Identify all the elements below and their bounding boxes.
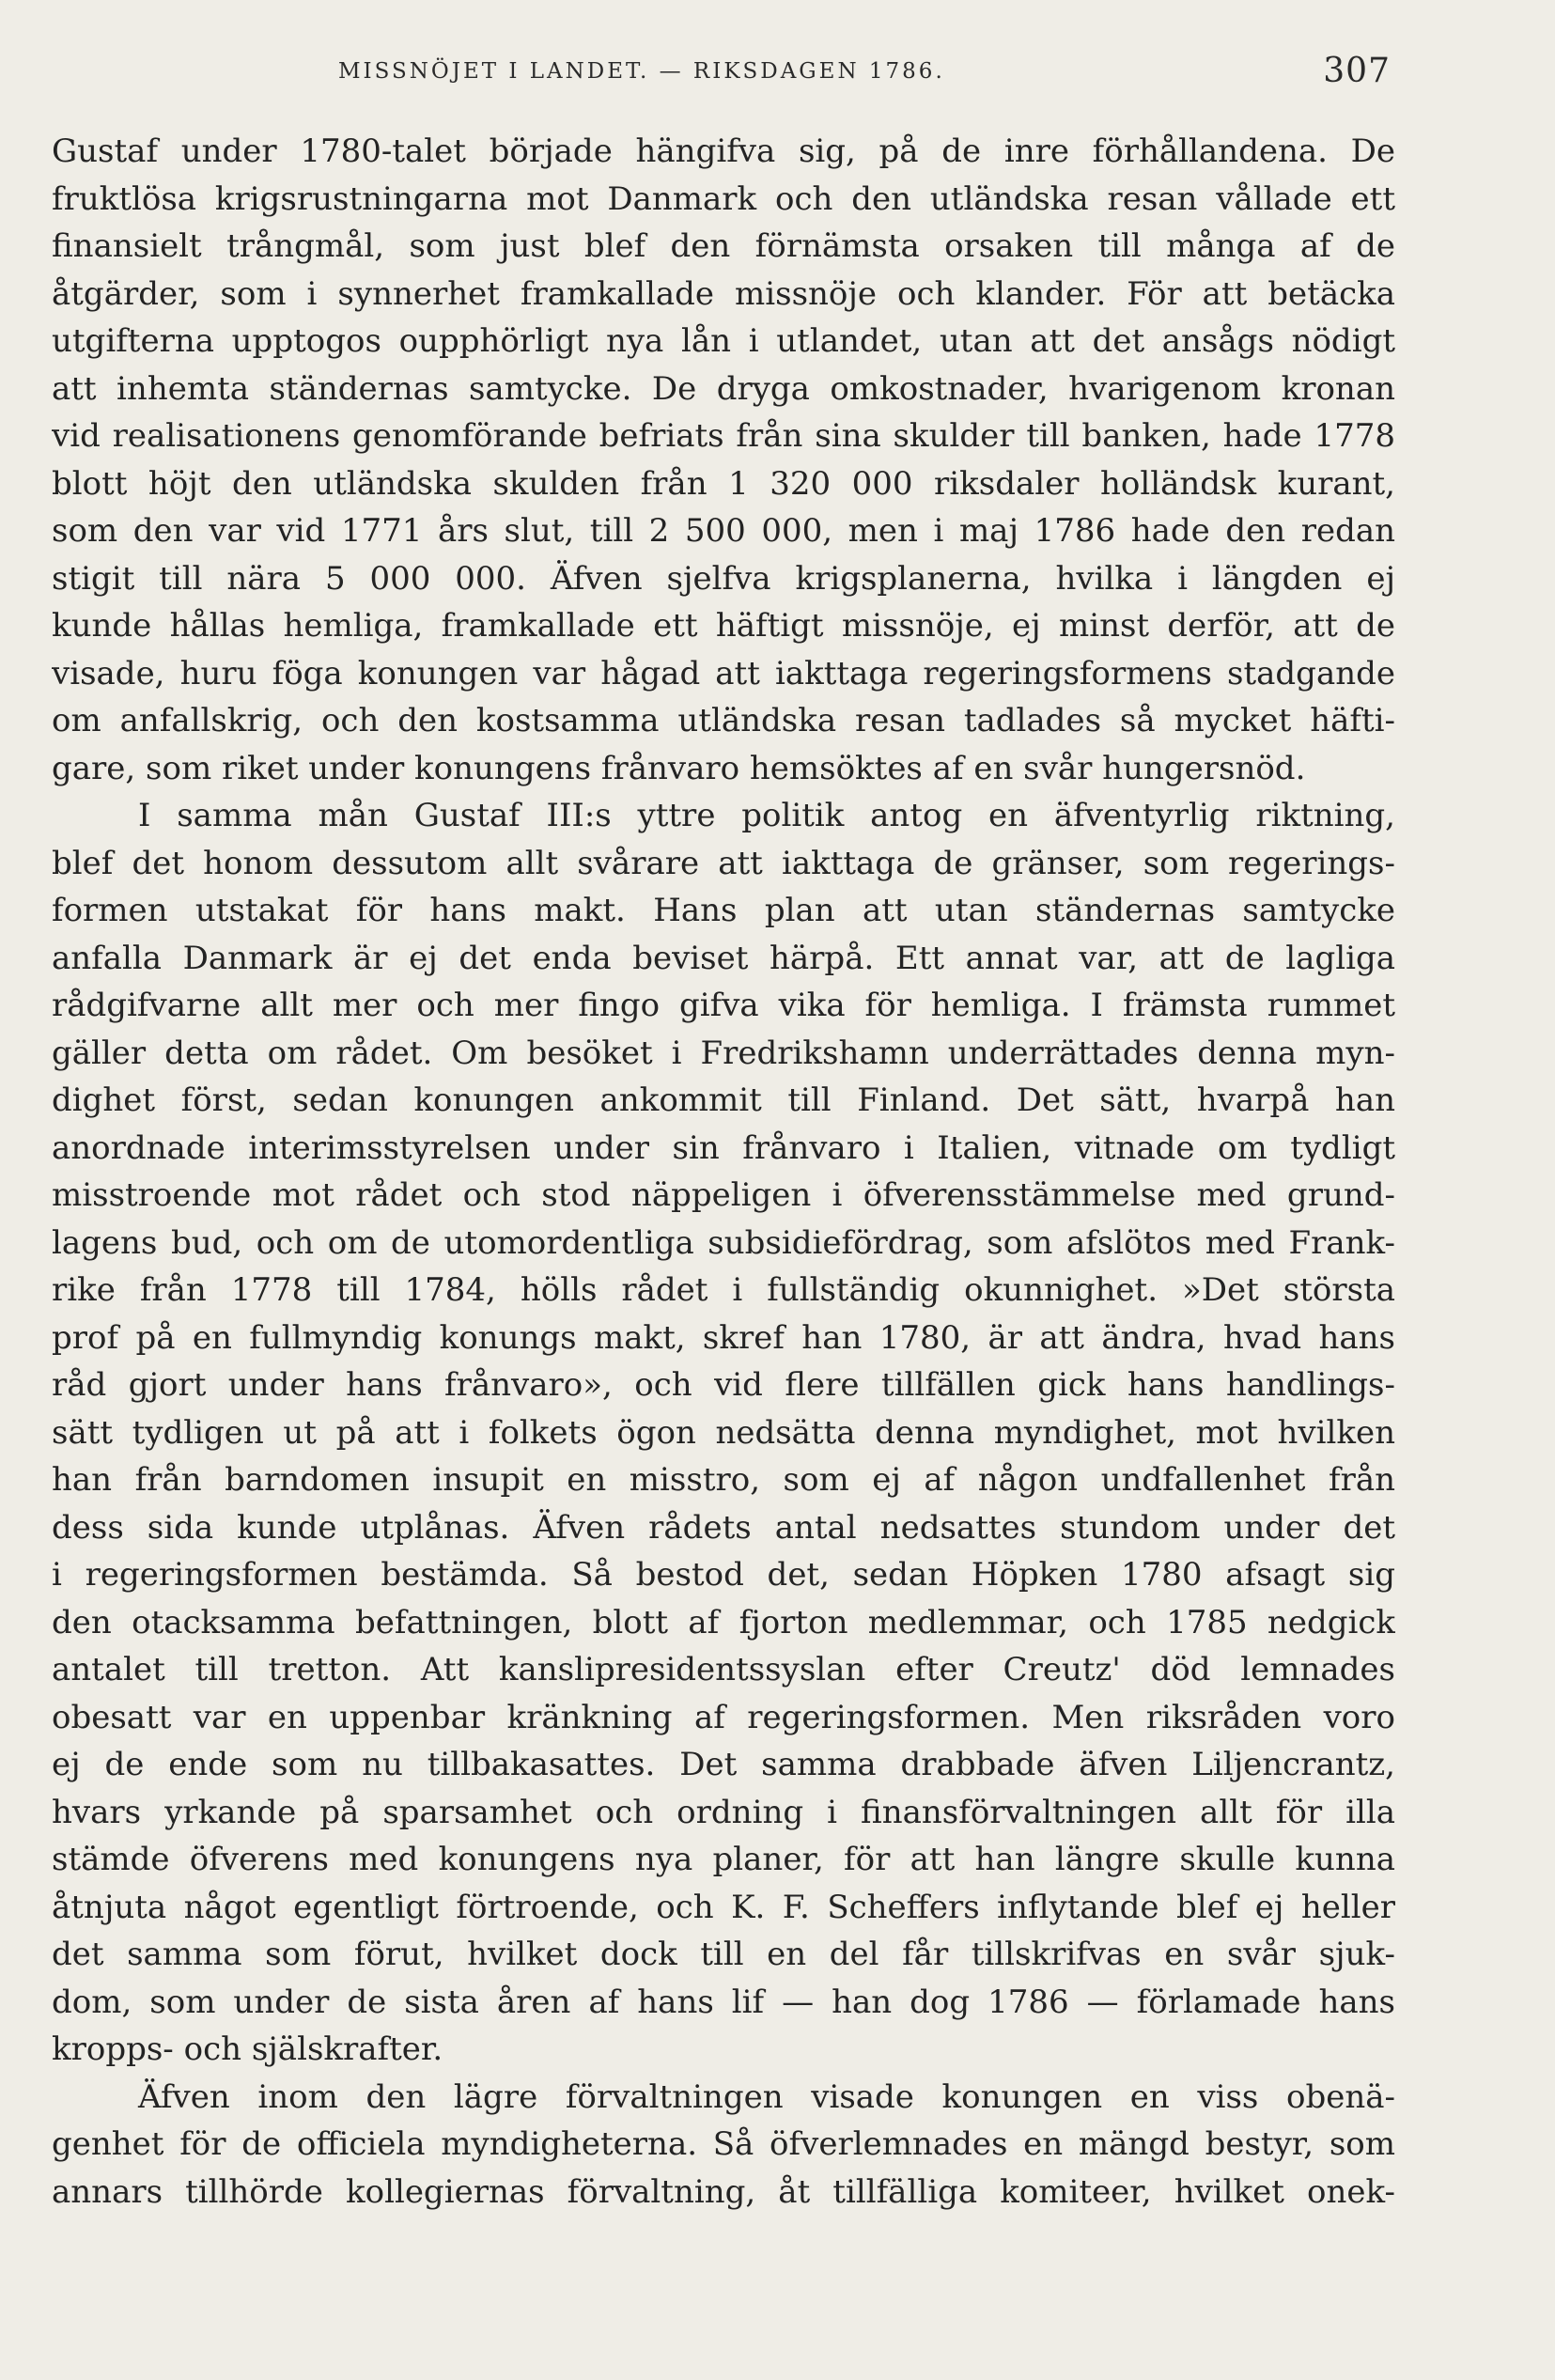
text-line: ej de ende som nu tillbakasattes. Det samma drabbade äfven Liljencrantz, [52, 1746, 1395, 1783]
text-line: lagens bud, och om de utomordentliga subsidiefördrag, som afslötos med Frank- [52, 1223, 1395, 1262]
text-line: visade, huru föga konungen var hågad att iakttaga regeringsformens stadgande [52, 654, 1395, 692]
text-line: den otacksamma befattningen, blott af fjorton medlemmar, och 1785 nedgick [52, 1603, 1395, 1641]
text-line: att inhemta ständernas samtycke. De dryga omkostnader, hvarigenom kronan [52, 369, 1395, 408]
running-title: MISSNÖJET I LANDET. — RIKSDAGEN 1786. [338, 59, 945, 84]
text-line: prof på en fullmyndig konungs makt, skref han 1780, är att ändra, hvad hans [52, 1318, 1395, 1357]
text-line: rike från 1778 till 1784, hölls rådet i fullständig okunnighet. »Det största [52, 1271, 1395, 1309]
body-text [52, 128, 1395, 2216]
text-line: blef det honom dessutom allt svårare att iakttaga de gränser, som regerings- [52, 844, 1395, 882]
text-line: vid realisationens genomförande befriats från sina skulder till banken, hade 1778 [52, 417, 1395, 455]
text-line: anfalla Danmark är ej det enda beviset härpå. Ett annat var, att de lagliga [52, 939, 1395, 977]
text-line: formen utstakat för hans makt. Hans plan att utan ständernas samtycke [52, 892, 1395, 929]
page-number: 307 [1323, 52, 1391, 90]
text-line: dom, som under de sista åren af hans lif — han dog 1786 — förlamade hans [52, 1983, 1395, 2021]
text-line: som den var vid 1771 års slut, till 2 500 000, men i maj 1786 hade den redan [52, 512, 1395, 550]
text-line: kunde hållas hemliga, framkallade ett häftigt missnöje, ej minst derför, att de [52, 607, 1395, 645]
text-line: det samma som förut, hvilket dock till en del får tillskrifvas en svår sjuk- [52, 1936, 1395, 1973]
text-line: rådgifvarne allt mer och mer fingo gifva vika för hemliga. I främsta rummet [52, 987, 1395, 1024]
text-line: i regeringsformen bestämda. Så bestod det, sedan Höpken 1780 afsagt sig [52, 1556, 1395, 1594]
text-line: I samma mån Gustaf III:s yttre politik antog en äfventyrlig riktning, [138, 797, 1395, 834]
text-line: antalet till tretton. Att kanslipresidentssyslan efter Creutz' död lemnades [52, 1651, 1395, 1688]
text-line: finansielt trångmål, som just blef den förnämsta orsaken till många af de [52, 227, 1395, 265]
text-line: blott höjt den utländska skulden från 1 320 000 riksdaler holländsk kurant, [52, 464, 1395, 503]
text-line: gäller detta om rådet. Om besöket i Fredrikshamn underrättades denna myn- [52, 1034, 1395, 1072]
text-line: misstroende mot rådet och stod näppeligen i öfverensstämmelse med grund- [52, 1176, 1395, 1214]
text-line: dess sida kunde utplånas. Äfven rådets antal nedsattes stundom under det [52, 1508, 1395, 1547]
text-line: stämde öfverens med konungens nya planer, för att han längre skulle kunna [52, 1841, 1395, 1878]
text-line: utgifterna upptogos oupphörligt nya lån i utlandet, utan att det ansågs nödigt [52, 322, 1395, 360]
text-line: anordnade interimsstyrelsen under sin frånvaro i Italien, vitnade om tydligt [52, 1128, 1395, 1167]
text-line: dighet först, sedan konungen ankommit till Finland. Det sätt, hvarpå han [52, 1081, 1395, 1119]
running-head [52, 52, 1391, 99]
text-line: stigit till nära 5 000 000. Äfven sjelfva krigsplanerna, hvilka i längden ej [52, 559, 1395, 598]
text-line: åtgärder, som i synnerhet framkallade missnöje och klander. För att betäcka [52, 274, 1395, 313]
text-line: han från barndomen insupit en misstro, som ej af någon undfallenhet från [52, 1461, 1395, 1499]
text-line: sätt tydligen ut på att i folkets ögon nedsätta denna myndighet, mot hvilken [52, 1413, 1395, 1452]
text-line: råd gjort under hans frånvaro», och vid flere tillfällen gick hans handlings- [52, 1366, 1395, 1404]
text-line: kropps- och själskrafter. [52, 2030, 443, 2068]
text-line: Äfven inom den lägre förvaltningen visade konungen en viss obenä- [138, 2077, 1395, 2116]
text-line: fruktlösa krigsrustningarna mot Danmark och den utländska resan vållade ett [52, 179, 1395, 218]
text-line: om anfallskrig, och den kostsamma utländska resan tadlades så mycket häfti- [52, 702, 1395, 739]
text-line: genhet för de officiela myndigheterna. Så öfverlemnades en mängd bestyr, som [52, 2125, 1395, 2163]
text-line: obesatt var en uppenbar kränkning af regeringsformen. Men riksråden voro [52, 1698, 1395, 1736]
text-line: Gustaf under 1780-talet började hängifva sig, på de inre förhållandena. De [52, 132, 1395, 170]
text-line: åtnjuta något egentligt förtroende, och K. F. Scheffers inflytande blef ej heller [52, 1888, 1395, 1926]
text-line: hvars yrkande på sparsamhet och ordning i finansförvaltningen allt för illa [52, 1793, 1395, 1831]
text-line: annars tillhörde kollegiernas förvaltning, åt tillfälliga komiteer, hvilket onek- [52, 2172, 1395, 2211]
text-line: gare, som riket under konungens frånvaro hemsöktes af en svår hungersnöd. [52, 749, 1306, 787]
